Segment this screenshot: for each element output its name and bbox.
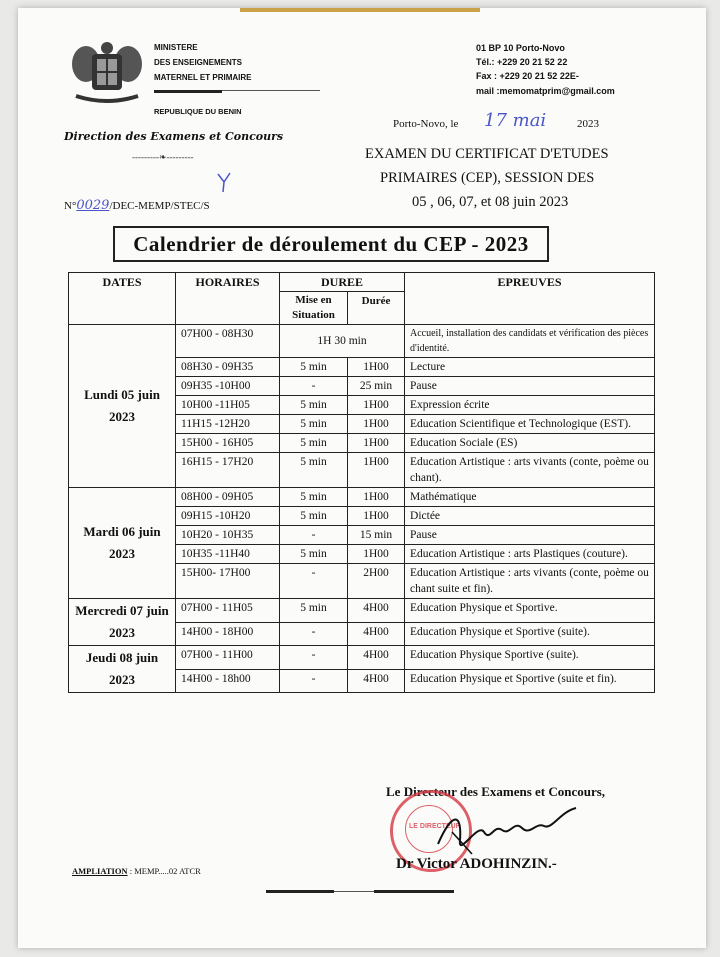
mail-line: mail :memomatprim@gmail.com	[476, 86, 615, 96]
mise-en-situation-cell: 5 min	[280, 507, 348, 526]
day-date-cell: Jeudi 08 juin 2023	[69, 646, 176, 693]
date-prefix: Porto-Novo, le	[393, 118, 459, 130]
handwritten-mark-icon	[215, 170, 233, 194]
day-date-cell: Lundi 05 juin 2023	[69, 325, 176, 488]
time-slot-cell: 15H00 - 16H05	[176, 434, 280, 453]
day-date-cell: Mercredi 07 juin 2023	[69, 599, 176, 646]
time-slot-cell: 08H00 - 09H05	[176, 488, 280, 507]
header-duree: DUREE	[280, 273, 405, 292]
subject-cell: Education Physique et Sportive (suite et fin).	[405, 669, 655, 693]
subject-cell: Education Artistique : arts Plastiques (couture).	[405, 545, 655, 564]
mise-en-situation-cell: -	[280, 564, 348, 599]
time-slot-cell: 07H00 - 11H05	[176, 599, 280, 623]
mise-en-situation-cell: 5 min	[280, 453, 348, 488]
mise-en-situation-cell: 5 min	[280, 599, 348, 623]
duration-cell: 1H00	[348, 358, 405, 377]
table-row	[69, 599, 655, 623]
ampliation-text: : MEMP.....02 ATCR	[129, 866, 201, 876]
flag-rule-dark	[222, 90, 320, 91]
ampliation	[72, 866, 201, 876]
table-row	[69, 646, 655, 670]
reference-handwritten-number: 0029	[76, 198, 110, 213]
ministry-line-3: MATERNEL ET PRIMAIRE	[154, 73, 252, 82]
time-slot-cell: 07H00 - 11H00	[176, 646, 280, 670]
subject-cell: Education Sociale (ES)	[405, 434, 655, 453]
handwritten-signature-icon	[432, 802, 582, 864]
header-mise-en-situation: Mise en Situation	[280, 292, 348, 325]
mise-en-situation-cell: 5 min	[280, 396, 348, 415]
subject-cell: Education Physique et Sportive (suite).	[405, 622, 655, 646]
mise-en-situation-cell: 5 min	[280, 545, 348, 564]
subject-cell: Education Artistique : arts vivants (conte, poème ou chant).	[405, 453, 655, 488]
schedule-body	[69, 325, 655, 693]
bottom-rule-right	[374, 890, 454, 893]
time-slot-cell: 10H00 -11H05	[176, 396, 280, 415]
schedule-table	[68, 272, 655, 693]
mise-en-situation-cell: 5 min	[280, 434, 348, 453]
header-horaires: HORAIRES	[176, 273, 280, 325]
time-slot-cell: 14H00 - 18H00	[176, 622, 280, 646]
duration-cell: 1H00	[348, 396, 405, 415]
duration-cell: 1H00	[348, 453, 405, 488]
header-epreuves: EPREUVES	[405, 273, 655, 325]
subject-cell: Lecture	[405, 358, 655, 377]
time-slot-cell: 15H00- 17H00	[176, 564, 280, 599]
time-slot-cell: 09H35 -10H00	[176, 377, 280, 396]
mise-en-situation-cell: -	[280, 669, 348, 693]
date-year: 2023	[577, 118, 599, 130]
time-slot-cell: 11H15 -12H20	[176, 415, 280, 434]
duration-cell: 1H00	[348, 415, 405, 434]
signature-title: Le Directeur des Examens et Concours,	[386, 784, 606, 799]
ministry-line-1: MINISTERE	[154, 43, 198, 52]
reference-prefix: N°	[64, 200, 77, 212]
duration-cell: 1H00	[348, 434, 405, 453]
header-duree-sub: Durée	[348, 292, 405, 325]
duration-cell: 15 min	[348, 526, 405, 545]
ornament: ---------❧---------	[132, 152, 194, 162]
subject-cell: Education Scientifique et Technologique (EST).	[405, 415, 655, 434]
subject-cell: Dictée	[405, 507, 655, 526]
subject-cell: Education Physique Sportive (suite).	[405, 646, 655, 670]
mise-en-situation-cell: 5 min	[280, 358, 348, 377]
fax-line: Fax : +229 20 21 52 22E-	[476, 71, 579, 81]
duration-cell: 4H00	[348, 599, 405, 623]
header-dates: DATES	[69, 273, 176, 325]
table-row	[69, 488, 655, 507]
mise-en-situation-cell: 5 min	[280, 488, 348, 507]
subject-cell: Education Artistique : arts vivants (conte, poème ou chant suite et fin).	[405, 564, 655, 599]
subject-cell: Expression écrite	[405, 396, 655, 415]
flag-rule-green	[154, 90, 222, 93]
ampliation-label: AMPLIATION	[72, 866, 128, 876]
ministry-line-2: DES ENSEIGNEMENTS	[154, 58, 243, 67]
duration-cell: 2H00	[348, 564, 405, 599]
duration-cell: 25 min	[348, 377, 405, 396]
stamp-text: LE DIRECTEUR	[409, 823, 461, 830]
reference-number	[64, 198, 210, 213]
mise-en-situation-cell: -	[280, 622, 348, 646]
merged-duration-cell: 1H 30 min	[280, 325, 405, 358]
duration-cell: 1H00	[348, 488, 405, 507]
time-slot-cell: 07H00 - 08H30	[176, 325, 280, 358]
day-date-cell: Mardi 06 juin 2023	[69, 488, 176, 599]
tel-line: Tél.: +229 20 21 52 22	[476, 57, 568, 67]
direction-label: Direction des Examens et Concours	[64, 130, 284, 143]
subject-cell: Mathématique	[405, 488, 655, 507]
mise-en-situation-cell: -	[280, 526, 348, 545]
exam-title-line-2: PRIMAIRES (CEP), SESSION DES	[380, 170, 595, 186]
address-line: 01 BP 10 Porto-Novo	[476, 43, 565, 53]
duration-cell: 4H00	[348, 622, 405, 646]
time-slot-cell: 10H35 -11H40	[176, 545, 280, 564]
handwritten-date: 17 mai	[484, 110, 547, 131]
subject-cell: Accueil, installation des candidats et vérification des pièces d'identité.	[405, 325, 655, 358]
duration-cell: 4H00	[348, 646, 405, 670]
table-row	[69, 325, 655, 358]
bottom-rule-left	[266, 890, 334, 893]
time-slot-cell: 14H00 - 18h00	[176, 669, 280, 693]
mise-en-situation-cell: -	[280, 377, 348, 396]
exam-title-line-1: EXAMEN DU CERTIFICAT D'ETUDES	[365, 146, 609, 162]
exam-title-line-3: 05 , 06, 07, et 08 juin 2023	[412, 194, 569, 210]
coat-of-arms-icon	[66, 40, 148, 106]
subject-cell: Pause	[405, 377, 655, 396]
subject-cell: Education Physique et Sportive.	[405, 599, 655, 623]
bottom-rule-mid	[334, 891, 374, 892]
subject-cell: Pause	[405, 526, 655, 545]
top-edge-mark	[240, 8, 480, 12]
mise-en-situation-cell: 5 min	[280, 415, 348, 434]
duration-cell: 1H00	[348, 545, 405, 564]
reference-suffix: /DEC-MEMP/STEC/S	[109, 200, 210, 212]
mise-en-situation-cell: -	[280, 646, 348, 670]
republic-label: REPUBLIQUE DU BENIN	[154, 107, 242, 116]
time-slot-cell: 08H30 - 09H35	[176, 358, 280, 377]
calendar-title: Calendrier de déroulement du CEP - 2023	[113, 226, 549, 262]
time-slot-cell: 09H15 -10H20	[176, 507, 280, 526]
duration-cell: 1H00	[348, 507, 405, 526]
time-slot-cell: 16H15 - 17H20	[176, 453, 280, 488]
signatory-name: Dr Victor ADOHINZIN.-	[396, 856, 557, 872]
time-slot-cell: 10H20 - 10H35	[176, 526, 280, 545]
duration-cell: 4H00	[348, 669, 405, 693]
